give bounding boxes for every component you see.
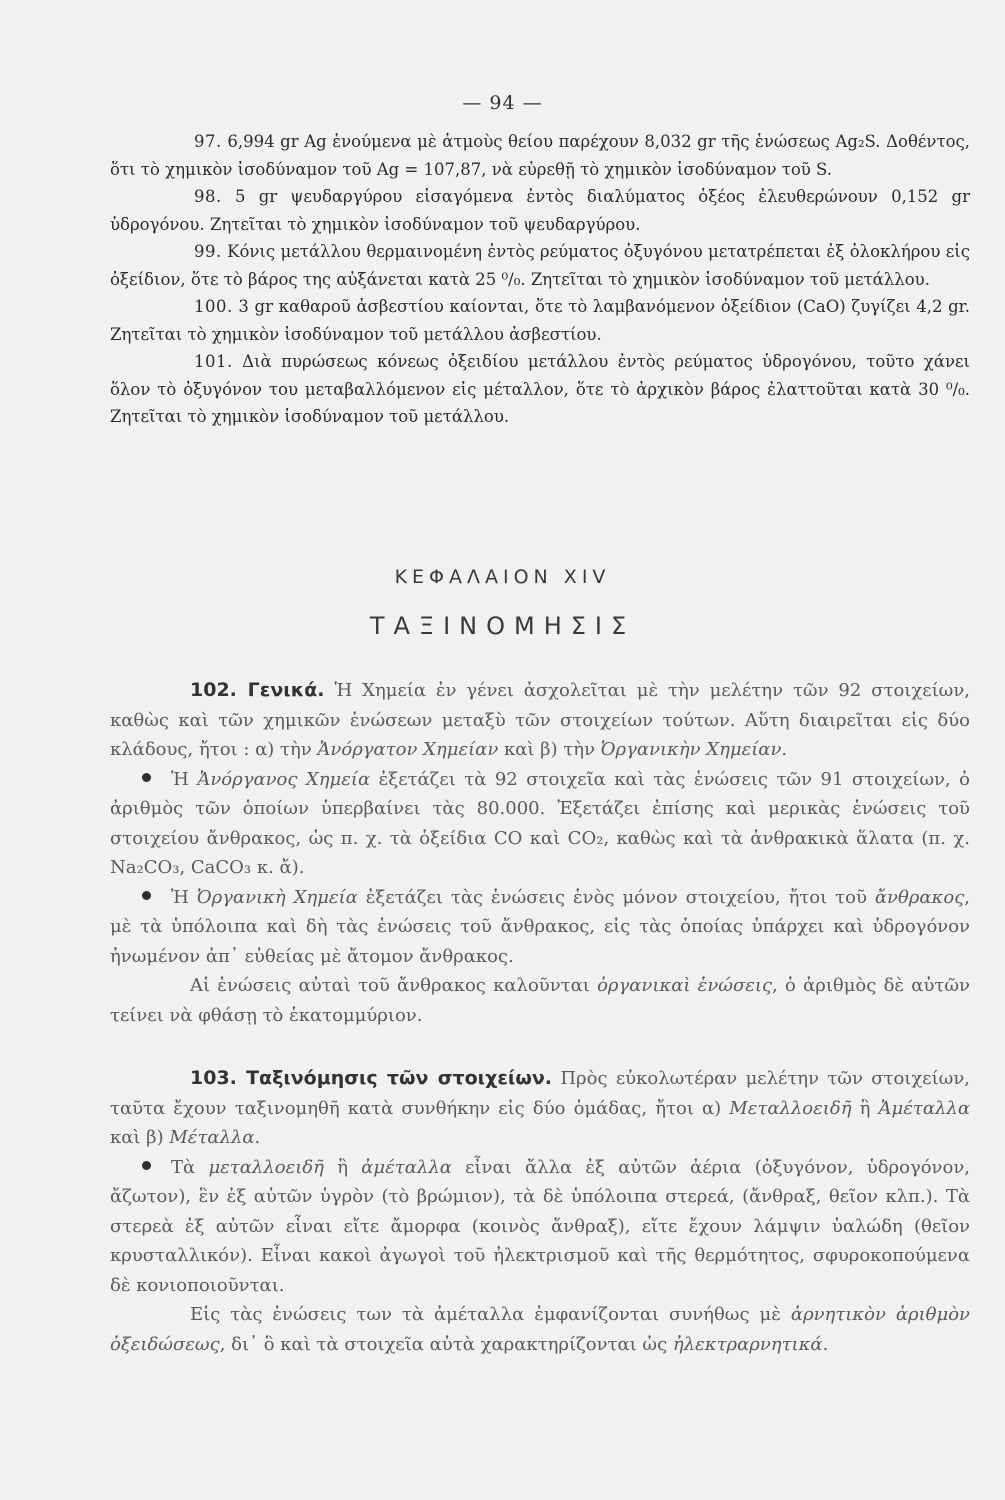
paragraph-text: Εἰς τὰς ἑνώσεις των τὰ ἀμέταλλα ἐμφανίζονται συνήθως μὲ	[190, 1304, 781, 1325]
exercise-text: 5 gr ψευδαργύρου εἰσαγόμενα ἐντὸς διαλύματος ὀξέος ἐλευθερώνουν 0,152 gr ὑδρογόνου. Ζητεῖται τὸ χημικὸν ἰσοδύναμον τοῦ ψευδαργύρου.	[110, 187, 970, 234]
article-text: Τὰ	[171, 1156, 196, 1178]
bullet-text: εἶναι ἄλλα ἐξ αὐτῶν ἀέρια (ὀξυγόνον, ὑδρογόνον, ἄζωτον), ἓν ἐξ αὐτῶν ὑγρὸν (τὸ βρώμιον), τὰ δὲ ὑπόλοιπα στερεά, (ἄνθραξ, θεῖον κλπ.). Τὰ στερεὰ ἐξ αὐτῶν εἶναι εἴτε ἄμορφα (κοινὸς ἄνθραξ), εἴτε ἔχουν λάμψιν ὑαλώδη (θεῖον κρυσταλλικόν). Εἶναι κακοὶ ἀγωγοὶ τοῦ ἠλεκτρισμοῦ καὶ τῆς θερμότητος, σφυροκοπούμενα δὲ κονιοποιοῦνται.	[110, 1156, 970, 1296]
section-102-intro	[110, 676, 970, 765]
period: .	[781, 739, 788, 760]
article-text: Ἡ	[171, 886, 189, 908]
term-metalloids: Μεταλλοειδῆ	[729, 1097, 852, 1119]
term-organic-chemistry: Ὀργανικὴν Χημείαν	[600, 739, 782, 760]
term-carbon: ἄνθρακος	[874, 886, 965, 908]
bullet-icon	[142, 773, 151, 782]
period: .	[254, 1127, 261, 1148]
term-organic-compounds: ὀργανικαὶ ἑνώσεις	[597, 975, 773, 996]
exercise-text: Κόνις μετάλλου θερμαινομένη ἐντὸς ρεύματος ὀξυγόνου μετατρέπεται ἐξ ὁλοκλήρου εἰς ὀξείδιον, ὅτε τὸ βάρος της αὐξάνεται κατὰ 25 ⁰/₀. Ζητεῖται τὸ χημικὸν ἰσοδύναμον τοῦ μετάλλου.	[110, 242, 971, 289]
term-metals: Μέταλλα	[169, 1127, 255, 1148]
paragraph-text: , ὁ ἀριθμὸς δὲ αὐτῶν τείνει νὰ φθάσῃ τὸ ἑκατομμύριον.	[110, 975, 970, 1026]
chapter-body	[110, 676, 970, 1359]
term-inorganic-chemistry: Ἀνόργανος Χημεία	[197, 768, 371, 790]
exercise-text: 6,994 gr Ag ἑνούμενα μὲ ἀτμοὺς θείου παρέχουν 8,032 gr τῆς ἑνώσεως Ag₂S. Δοθέντος, ὅτι τὸ χημικὸν ἰσοδύναμον τοῦ Ag = 107,87, νὰ εὑρεθῇ τὸ χημικὸν ἰσοδύναμον τοῦ S.	[110, 132, 971, 179]
term-metalloids: μεταλλοειδῆ	[208, 1156, 324, 1178]
period: .	[822, 1333, 829, 1355]
conjunction-text: καὶ β)	[110, 1127, 164, 1148]
bullet-paragraph-inorganic	[110, 765, 970, 883]
section-103-intro	[110, 1064, 970, 1153]
conjunction-text: ἢ	[337, 1156, 348, 1178]
exercise-item	[110, 348, 970, 431]
bullet-paragraph-nonmetals	[110, 1153, 970, 1301]
conjunction-text: ἢ	[859, 1097, 871, 1119]
chapter-title: ΤΑΞΙΝΟΜΗΣΙΣ	[369, 612, 636, 640]
term-organic-chemistry: Ὀργανικὴ Χημεία	[196, 886, 358, 908]
bullet-icon	[142, 891, 151, 900]
conjunction-text: καὶ β) τὴν	[504, 739, 596, 760]
exercise-text: Διὰ πυρώσεως κόνεως ὀξειδίου μετάλλου ἐντὸς ρεύματος ὑδρογόνου, τοῦτο χάνει ὅλον τὸ ὀξυγόνον του μεταβαλλόμενον εἰς μέταλλον, ὅτε τὸ ἀρχικὸν βάρος ἐλαττοῦται κατὰ 30 ⁰/₀. Ζητεῖται τὸ χημικὸν ἰσοδύναμον τοῦ μετάλλου.	[110, 352, 970, 426]
section-102-intro-text: Ἡ Χημεία ἐν γένει ἀσχολεῖται μὲ τὴν μελέτην τῶν 92 στοιχείων, καθὼς καὶ τῶν χημικῶν ἑνώσεων μεταξὺ τῶν στοιχείων τούτων. Αὕτη διαιρεῖται εἰς δύο κλάδους, ἤτοι : α) τὴν	[110, 680, 970, 760]
section-102-heading: 102. Γενικά.	[190, 679, 325, 701]
exercise-number: 97.	[194, 132, 222, 151]
term-nonmetals: Ἀμέταλλα	[878, 1097, 970, 1119]
section-spacer	[110, 1030, 970, 1064]
bullet-paragraph-organic	[110, 883, 970, 972]
exercise-item	[110, 293, 970, 348]
article-text: Ἡ	[171, 768, 189, 790]
exercise-text: 3 gr καθαροῦ ἀσβεστίου καίονται, ὅτε τὸ λαμβανόμενον ὀξείδιον (CaO) ζυγίζει 4,2 gr. Ζητεῖται τὸ χημικὸν ἰσοδύναμον τοῦ μετάλλου ἀσβεστίου.	[110, 297, 971, 344]
paragraph-text: , δι᾿ ὃ καὶ τὰ στοιχεῖα αὐτὰ χαρακτηρίζονται ὡς	[219, 1333, 668, 1355]
term-electronegative: ἠλεκτραρνητικά	[672, 1333, 823, 1355]
electronegative-paragraph	[110, 1300, 970, 1359]
bullet-text: ἐξετάζει τὰ 92 στοιχεῖα καὶ τὰς ἑνώσεις τῶν 91 στοιχείων, ὁ ἀριθμὸς τῶν ὁποίων ὑπερβαίνει τὰς 80.000. Ἐξετάζει ἐπίσης καὶ μερικὰς ἑνώσεις τοῦ στοιχείου ἄνθρακος, ὡς π. χ. τὰ ὀξείδια CO καὶ CO₂, καθὼς καὶ τὰ ἀνθρακικὰ ἅλατα (π. χ. Na₂CO₃, CaCO₃ κ. ἄ).	[110, 768, 970, 878]
exercise-item	[110, 183, 970, 238]
exercise-number: 98.	[194, 187, 222, 206]
term-nonmetals: ἀμέταλλα	[361, 1156, 452, 1178]
bullet-text: ἐξετάζει τὰς ἑνώσεις ἑνὸς μόνον στοιχείου, ἤτοι τοῦ	[365, 886, 867, 908]
paragraph-text: Αἱ ἑνώσεις αὐταὶ τοῦ ἄνθρακος καλοῦνται	[190, 975, 590, 996]
chapter-label: ΚΕΦΑΛΑΙΟΝ XIV	[394, 566, 611, 588]
term-inorganic-chemistry: Ἀνόργατον Χημείαν	[317, 739, 499, 760]
exercise-item	[110, 128, 970, 183]
exercise-item	[110, 238, 970, 293]
exercise-number: 100.	[194, 297, 233, 316]
term-negative-oxidation-number: ἀρνητικὸν ἀριθμὸν ὀξειδώσεως	[110, 1304, 970, 1355]
bullet-text: , μὲ τὰ ὑπόλοιπα καὶ δὴ τὰς ἑνώσεις τοῦ ἄνθρακος, εἰς τὰς ὁποίας ὑπάρχει καὶ ὑδρογόνον ἠνωμένον ἀπ᾿ εὐθείας μὲ ἄτομον ἄνθρακος.	[110, 886, 971, 967]
page-number: — 94 —	[462, 92, 543, 114]
section-103-heading: 103. Ταξινόμησις τῶν στοιχείων.	[190, 1067, 552, 1089]
exercise-list	[110, 128, 970, 431]
exercise-number: 101.	[194, 352, 233, 371]
bullet-icon	[142, 1161, 151, 1170]
section-103-intro-text: Πρὸς εὐκολωτέραν μελέτην τῶν στοιχείων, ταῦτα ἔχουν ταξινομηθῆ κατὰ συνθήκην εἰς δύο ὁμάδας, ἤτοι α)	[110, 1068, 970, 1119]
exercise-number: 99.	[194, 242, 222, 261]
organic-compounds-paragraph	[110, 971, 970, 1030]
